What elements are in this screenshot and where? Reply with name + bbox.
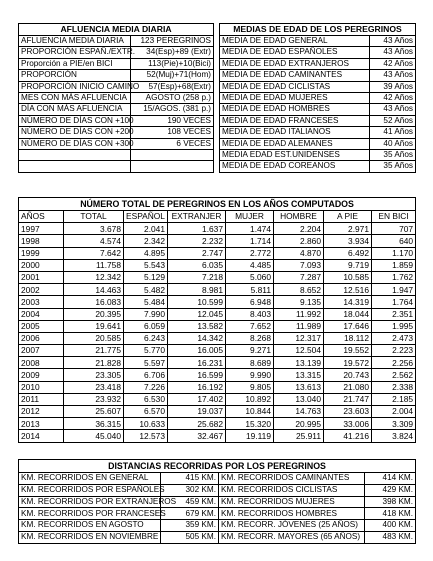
- afluencia-label: NÚMERO DE DÍAS CON +200: [19, 127, 131, 138]
- totales-value: 1.764: [372, 296, 416, 308]
- distancias-label: KM. RECORRIDOS EN NOVIEMBRE: [19, 531, 161, 543]
- totales-row: [19, 259, 416, 271]
- afluencia-label: PROPORCIÓN ESPAÑ./EXTR.: [19, 47, 131, 58]
- totales-value: 10.585: [324, 271, 372, 283]
- totales-value: 14.463: [64, 284, 124, 296]
- totales-value: 5.597: [124, 357, 168, 369]
- totales-value: 8.981: [168, 284, 226, 296]
- afluencia-label: NÚMERO DE DÍAS CON +300: [19, 138, 131, 149]
- afluencia-row: [19, 92, 214, 103]
- totales-year: 2001: [19, 271, 64, 283]
- totales-value: 23.305: [64, 369, 124, 381]
- totales-value: 6.492: [324, 247, 372, 259]
- afluencia-title: AFLUENCIA MEDIA DIARIA: [19, 24, 214, 36]
- totales-value: 23.603: [324, 406, 372, 418]
- totales-value: 2.338: [372, 381, 416, 393]
- edad-value: 43 Años: [370, 70, 416, 81]
- totales-value: 3.934: [324, 235, 372, 247]
- distancias-label: KM. RECORR. JÓVENES (25 AÑOS): [219, 520, 365, 532]
- totales-value: 45.040: [64, 430, 124, 442]
- totales-year: 2002: [19, 284, 64, 296]
- totales-value: 1.995: [372, 320, 416, 332]
- totales-value: 19.119: [226, 430, 274, 442]
- distancias-value: 398 KM.: [365, 496, 416, 508]
- totales-value: 16.005: [168, 345, 226, 357]
- totales-title: NÚMERO TOTAL DE PEREGRINOS EN LOS AÑOS COMPUTADOS: [19, 198, 416, 211]
- totales-value: 1.859: [372, 259, 416, 271]
- edad-label: MEDIA DE EDAD MUJERES: [220, 92, 370, 103]
- totales-value: 8.268: [226, 332, 274, 344]
- afluencia-value: 15/AGOS. (381 p.): [131, 104, 214, 115]
- totales-row: [19, 369, 416, 381]
- totales-value: 36.315: [64, 418, 124, 430]
- totales-value: 8.689: [226, 357, 274, 369]
- totales-value: 4.895: [124, 247, 168, 259]
- totales-value: 6.948: [226, 296, 274, 308]
- totales-column-header: MUJER: [226, 211, 274, 223]
- afluencia-row: [19, 70, 214, 81]
- totales-value: 18.112: [324, 332, 372, 344]
- totales-value: 2.473: [372, 332, 416, 344]
- edad-value: 52 Años: [370, 115, 416, 126]
- totales-value: 11.758: [64, 259, 124, 271]
- totales-value: 16.192: [168, 381, 226, 393]
- edad-value: 40 Años: [370, 138, 416, 149]
- distancias-value: 418 KM.: [365, 508, 416, 520]
- edad-row: [220, 161, 416, 172]
- edad-title: MEDIAS DE EDAD DE LOS PEREGRINOS: [220, 24, 416, 36]
- afluencia-value: 57(Esp)+68(Extr): [131, 81, 214, 92]
- totales-value: 32.467: [168, 430, 226, 442]
- totales-value: 13.613: [274, 381, 324, 393]
- totales-row: [19, 381, 416, 393]
- totales-value: 640: [372, 235, 416, 247]
- afluencia-label: PROPORCIÓN: [19, 70, 131, 81]
- totales-value: 13.315: [274, 369, 324, 381]
- distancias-value: 414 KM.: [365, 473, 416, 485]
- totales-value: 7.990: [124, 308, 168, 320]
- afluencia-table: [18, 23, 214, 173]
- distancias-value: 483 KM.: [365, 531, 416, 543]
- edad-value: 43 Años: [370, 47, 416, 58]
- afluencia-row: [19, 127, 214, 138]
- edad-row: [220, 149, 416, 160]
- totales-value: 12.573: [124, 430, 168, 442]
- totales-value: 5.543: [124, 259, 168, 271]
- totales-value: 10.844: [226, 406, 274, 418]
- distancias-value: 400 KM.: [365, 520, 416, 532]
- totales-value: 5.484: [124, 296, 168, 308]
- edad-row: [220, 36, 416, 47]
- totales-value: 21.080: [324, 381, 372, 393]
- totales-row: [19, 418, 416, 430]
- totales-value: 6.035: [168, 259, 226, 271]
- totales-value: 19.572: [324, 357, 372, 369]
- totales-value: 16.231: [168, 357, 226, 369]
- totales-value: 2.860: [274, 235, 324, 247]
- edad-value: 42 Años: [370, 92, 416, 103]
- totales-value: 23.932: [64, 393, 124, 405]
- edad-label: MEDIA DE EDAD COREANOS: [220, 161, 370, 172]
- totales-header-row: [19, 211, 416, 223]
- distancias-label: KM. RECORRIDOS CAMINANTES: [219, 473, 365, 485]
- afluencia-label: DÍA CON MÁS AFLUENCIA: [19, 104, 131, 115]
- edad-row: [220, 58, 416, 69]
- edad-value: 42 Años: [370, 58, 416, 69]
- totales-value: 8.403: [226, 308, 274, 320]
- distancias-label: KM. RECORRIDOS POR EXTRANJEROS: [19, 496, 161, 508]
- distancias-value: 505 KM.: [161, 531, 219, 543]
- afluencia-row: [19, 115, 214, 126]
- totales-year: 2003: [19, 296, 64, 308]
- afluencia-value: 108 VECES: [131, 127, 214, 138]
- distancias-value: 415 KM.: [161, 473, 219, 485]
- totales-value: 1.762: [372, 271, 416, 283]
- totales-value: 5.770: [124, 345, 168, 357]
- totales-row: [19, 430, 416, 442]
- afluencia-label: [19, 161, 131, 172]
- afluencia-value: 123 PEREGRINOS: [131, 36, 214, 47]
- totales-value: 18.044: [324, 308, 372, 320]
- totales-row: [19, 320, 416, 332]
- totales-value: 20.395: [64, 308, 124, 320]
- totales-value: 1.714: [226, 235, 274, 247]
- edad-row: [220, 92, 416, 103]
- edad-label: MEDIA DE EDAD ITALIANOS: [220, 127, 370, 138]
- totales-value: 6.570: [124, 406, 168, 418]
- edad-row: [220, 127, 416, 138]
- totales-value: 1.474: [226, 223, 274, 235]
- totales-value: 5.060: [226, 271, 274, 283]
- totales-value: 12.317: [274, 332, 324, 344]
- distancias-label: KM. RECORRIDOS POR ESPAÑOLES: [19, 484, 161, 496]
- totales-table: [18, 197, 416, 443]
- distancias-table: [18, 459, 416, 544]
- totales-value: 2.041: [124, 223, 168, 235]
- totales-value: 20.585: [64, 332, 124, 344]
- totales-row: [19, 393, 416, 405]
- totales-row: [19, 284, 416, 296]
- afluencia-label: AFLUENCIA MEDIA DIARIA: [19, 36, 131, 47]
- totales-value: 17.646: [324, 320, 372, 332]
- distancias-value: 429 KM.: [365, 484, 416, 496]
- totales-value: 16.083: [64, 296, 124, 308]
- distancias-value: 359 KM.: [161, 520, 219, 532]
- totales-value: 1.637: [168, 223, 226, 235]
- afluencia-row: [19, 161, 214, 172]
- edad-value: 43 Años: [370, 36, 416, 47]
- edad-value: 39 Años: [370, 81, 416, 92]
- totales-value: 9.271: [226, 345, 274, 357]
- totales-value: 19.552: [324, 345, 372, 357]
- totales-column-header: ESPAÑOL: [124, 211, 168, 223]
- distancias-label: KM. RECORRIDOS MUJERES: [219, 496, 365, 508]
- totales-value: 14.763: [274, 406, 324, 418]
- totales-value: 2.256: [372, 357, 416, 369]
- edad-value: 43 Años: [370, 104, 416, 115]
- totales-value: 1.170: [372, 247, 416, 259]
- afluencia-value: 190 VECES: [131, 115, 214, 126]
- totales-value: 20.995: [274, 418, 324, 430]
- distancias-value: 459 KM.: [161, 496, 219, 508]
- totales-year: 2000: [19, 259, 64, 271]
- totales-value: 9.135: [274, 296, 324, 308]
- totales-column-header: AÑOS: [19, 211, 64, 223]
- distancias-row: [19, 484, 416, 496]
- totales-value: 7.287: [274, 271, 324, 283]
- totales-value: 25.607: [64, 406, 124, 418]
- distancias-label: KM. RECORRIDOS EN AGOSTO: [19, 520, 161, 532]
- totales-value: 6.243: [124, 332, 168, 344]
- totales-column-header: HOMBRE: [274, 211, 324, 223]
- totales-row: [19, 235, 416, 247]
- totales-value: 4.485: [226, 259, 274, 271]
- totales-value: 4.574: [64, 235, 124, 247]
- totales-value: 20.743: [324, 369, 372, 381]
- totales-value: 2.747: [168, 247, 226, 259]
- totales-year: 1999: [19, 247, 64, 259]
- distancias-label: KM. RECORRIDOS POR FRANCESES: [19, 508, 161, 520]
- totales-value: 3.309: [372, 418, 416, 430]
- totales-row: [19, 357, 416, 369]
- totales-row: [19, 332, 416, 344]
- afluencia-label: PROPORCIÓN INICIO CAMINO: [19, 81, 131, 92]
- totales-value: 25.682: [168, 418, 226, 430]
- totales-value: 707: [372, 223, 416, 235]
- edad-value: 35 Años: [370, 149, 416, 160]
- edad-value: 41 Años: [370, 127, 416, 138]
- totales-value: 14.342: [168, 332, 226, 344]
- totales-value: 15.320: [226, 418, 274, 430]
- totales-value: 2.185: [372, 393, 416, 405]
- totales-value: 7.642: [64, 247, 124, 259]
- totales-row: [19, 345, 416, 357]
- edad-row: [220, 70, 416, 81]
- edad-table: [219, 23, 416, 173]
- distancias-row: [19, 473, 416, 485]
- totales-column-header: A PIE: [324, 211, 372, 223]
- edad-row: [220, 81, 416, 92]
- totales-row: [19, 296, 416, 308]
- totales-value: 23.418: [64, 381, 124, 393]
- afluencia-label: MES CON MÁS AFLUENCIA: [19, 92, 131, 103]
- totales-value: 2.223: [372, 345, 416, 357]
- totales-value: 8.652: [274, 284, 324, 296]
- totales-value: 12.045: [168, 308, 226, 320]
- afluencia-label: Proporción a PIE/en BICI: [19, 58, 131, 69]
- afluencia-value: 6 VECES: [131, 138, 214, 149]
- totales-value: 3.678: [64, 223, 124, 235]
- totales-year: 1997: [19, 223, 64, 235]
- totales-value: 41.216: [324, 430, 372, 442]
- totales-value: 2.004: [372, 406, 416, 418]
- totales-row: [19, 223, 416, 235]
- totales-year: 1998: [19, 235, 64, 247]
- afluencia-label: NÚMERO DE DÍAS CON +100: [19, 115, 131, 126]
- edad-row: [220, 104, 416, 115]
- totales-value: 19.037: [168, 406, 226, 418]
- distancias-label: KM. RECORRIDOS HOMBRES: [219, 508, 365, 520]
- totales-value: 13.582: [168, 320, 226, 332]
- distancias-title: DISTANCIAS RECORRIDAS POR LOS PEREGRINOS: [19, 460, 416, 473]
- edad-row: [220, 47, 416, 58]
- totales-value: 2.342: [124, 235, 168, 247]
- totales-value: 6.059: [124, 320, 168, 332]
- totales-value: 19.641: [64, 320, 124, 332]
- afluencia-row: [19, 81, 214, 92]
- edad-value: 35 Años: [370, 161, 416, 172]
- totales-value: 12.516: [324, 284, 372, 296]
- edad-label: MEDIA DE EDAD ESPAÑOLES: [220, 47, 370, 58]
- edad-label: MEDIA DE EDAD CICLISTAS: [220, 81, 370, 92]
- afluencia-row: [19, 58, 214, 69]
- distancias-row: [19, 520, 416, 532]
- afluencia-row: [19, 47, 214, 58]
- totales-value: 9.719: [324, 259, 372, 271]
- totales-value: 7.652: [226, 320, 274, 332]
- totales-year: 2010: [19, 381, 64, 393]
- totales-row: [19, 247, 416, 259]
- totales-value: 6.706: [124, 369, 168, 381]
- totales-value: 5.129: [124, 271, 168, 283]
- totales-value: 2.351: [372, 308, 416, 320]
- totales-value: 4.870: [274, 247, 324, 259]
- totales-row: [19, 308, 416, 320]
- distancias-row: [19, 531, 416, 543]
- afluencia-row: [19, 104, 214, 115]
- edad-label: MEDIA DE EDAD HOMBRES: [220, 104, 370, 115]
- totales-year: 2005: [19, 320, 64, 332]
- totales-value: 25.911: [274, 430, 324, 442]
- afluencia-label: [19, 149, 131, 160]
- totales-value: 11.992: [274, 308, 324, 320]
- totales-value: 10.599: [168, 296, 226, 308]
- afluencia-value: 113(Pie)+10(Bici): [131, 58, 214, 69]
- afluencia-row: [19, 149, 214, 160]
- distancias-label: KM. RECORR. MAYORES (65 AÑOS): [219, 531, 365, 543]
- totales-column-header: EN BICI: [372, 211, 416, 223]
- totales-year: 2006: [19, 332, 64, 344]
- totales-value: 2.232: [168, 235, 226, 247]
- totales-year: 2014: [19, 430, 64, 442]
- totales-value: 3.824: [372, 430, 416, 442]
- afluencia-row: [19, 36, 214, 47]
- totales-value: 13.139: [274, 357, 324, 369]
- totales-year: 2013: [19, 418, 64, 430]
- totales-value: 6.530: [124, 393, 168, 405]
- distancias-label: KM. RECORRIDOS CICLISTAS: [219, 484, 365, 496]
- totales-column-header: EXTRANJER: [168, 211, 226, 223]
- afluencia-value: 52(Muj)+71(Hom): [131, 70, 214, 81]
- totales-value: 2.562: [372, 369, 416, 381]
- totales-value: 2.971: [324, 223, 372, 235]
- edad-row: [220, 115, 416, 126]
- totales-value: 14.319: [324, 296, 372, 308]
- totales-value: 12.342: [64, 271, 124, 283]
- distancias-row: [19, 508, 416, 520]
- edad-label: MEDIA DE EDAD EXTRANJEROS: [220, 58, 370, 69]
- afluencia-value: [131, 149, 214, 160]
- totales-value: 10.892: [226, 393, 274, 405]
- edad-label: MEDIA EDAD EST.UNIDENSES: [220, 149, 370, 160]
- totales-value: 5.811: [226, 284, 274, 296]
- totales-value: 10.633: [124, 418, 168, 430]
- totales-value: 17.402: [168, 393, 226, 405]
- distancias-value: 679 KM.: [161, 508, 219, 520]
- totales-value: 5.482: [124, 284, 168, 296]
- totales-row: [19, 406, 416, 418]
- totales-value: 7.093: [274, 259, 324, 271]
- edad-label: MEDIA DE EDAD FRANCESES: [220, 115, 370, 126]
- totales-year: 2004: [19, 308, 64, 320]
- totales-value: 2.204: [274, 223, 324, 235]
- totales-value: 21.775: [64, 345, 124, 357]
- edad-label: MEDIA DE EDAD ALEMANES: [220, 138, 370, 149]
- distancias-value: 302 KM.: [161, 484, 219, 496]
- edad-label: MEDIA DE EDAD GENERAL: [220, 36, 370, 47]
- totales-year: 2011: [19, 393, 64, 405]
- totales-value: 7.218: [168, 271, 226, 283]
- totales-value: 33.006: [324, 418, 372, 430]
- afluencia-value: 34(Esp)+89 (Extr): [131, 47, 214, 58]
- totales-value: 16.599: [168, 369, 226, 381]
- totales-value: 9.805: [226, 381, 274, 393]
- afluencia-row: [19, 138, 214, 149]
- totales-column-header: TOTAL: [64, 211, 124, 223]
- totales-value: 7.226: [124, 381, 168, 393]
- afluencia-value: AGOSTO (258 p.): [131, 92, 214, 103]
- totales-value: 12.504: [274, 345, 324, 357]
- edad-label: MEDIA DE EDAD CAMINANTES: [220, 70, 370, 81]
- afluencia-value: [131, 161, 214, 172]
- totales-year: 2007: [19, 345, 64, 357]
- totales-value: 9.990: [226, 369, 274, 381]
- totales-value: 11.989: [274, 320, 324, 332]
- totales-value: 13.040: [274, 393, 324, 405]
- totales-row: [19, 271, 416, 283]
- totales-year: 2012: [19, 406, 64, 418]
- totales-value: 21.747: [324, 393, 372, 405]
- totales-value: 1.947: [372, 284, 416, 296]
- totales-year: 2008: [19, 357, 64, 369]
- totales-value: 2.772: [226, 247, 274, 259]
- totales-year: 2009: [19, 369, 64, 381]
- distancias-label: KM. RECORRIDOS EN GENERAL: [19, 473, 161, 485]
- totales-value: 21.828: [64, 357, 124, 369]
- distancias-row: [19, 496, 416, 508]
- edad-row: [220, 138, 416, 149]
